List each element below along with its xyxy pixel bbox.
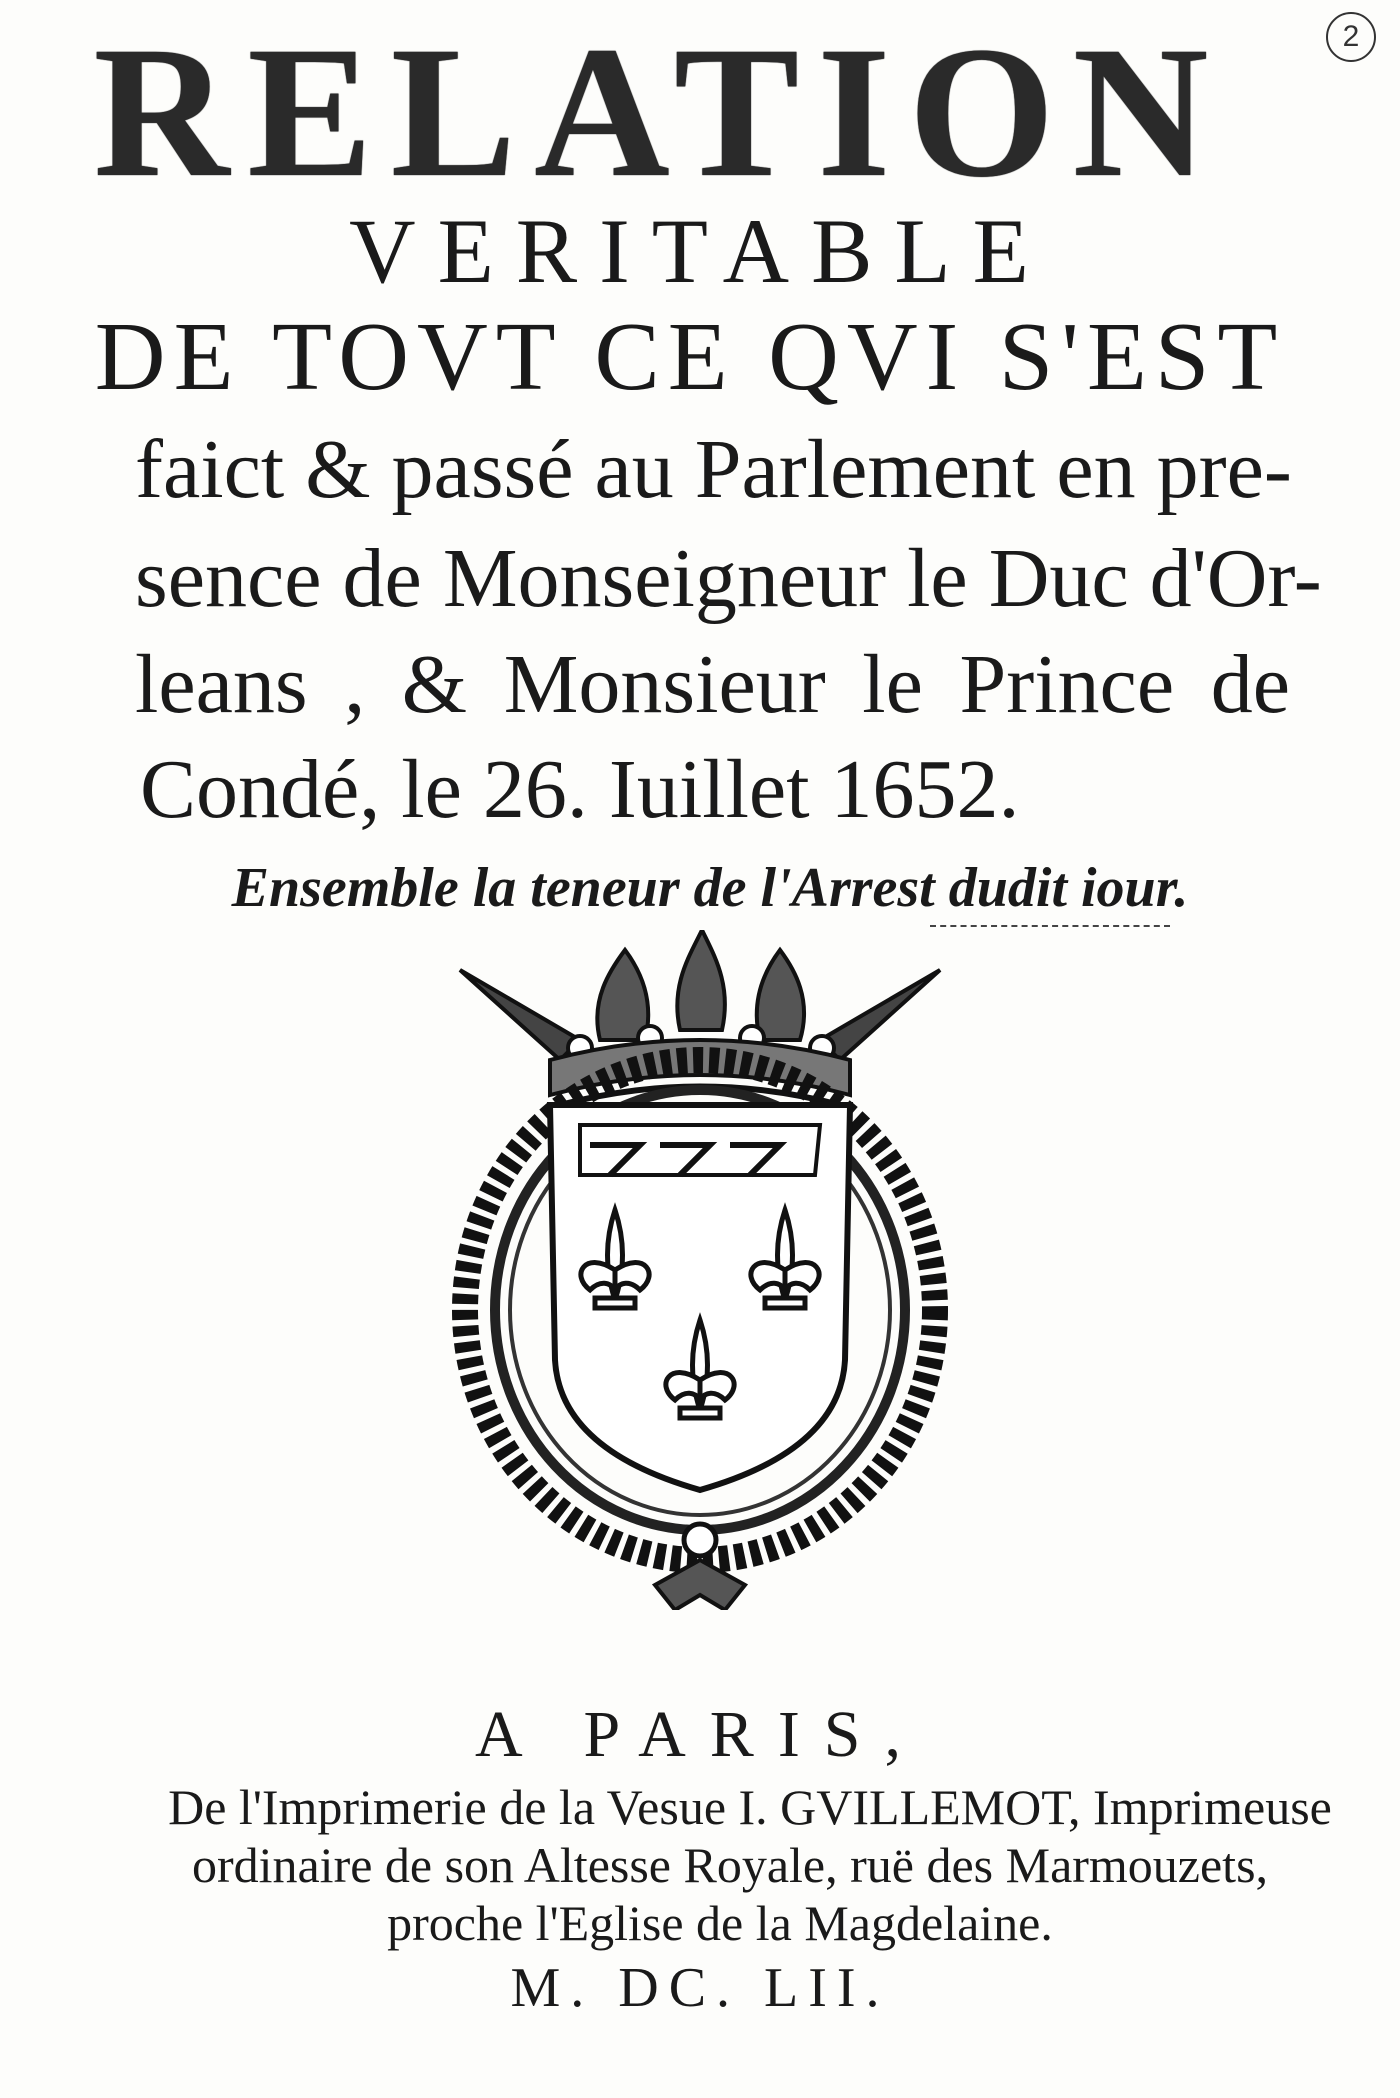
royal-coat-of-arms-icon <box>440 930 960 1610</box>
body-line-1: faict & passé au Parlement en pre- <box>135 423 1292 516</box>
marginal-number-note: 2 <box>1326 12 1376 62</box>
imprint-date: M. DC. LII. <box>510 1957 890 2019</box>
title-line-2: VERITABLE <box>349 200 1051 302</box>
body-line-3: leans , & Monsieur le Prince de <box>135 638 1290 731</box>
subtitle-underline <box>930 925 1170 927</box>
subtitle: Ensemble la teneur de l'Arrest dudit iour. <box>231 857 1189 919</box>
imprint-line-2: ordinaire de son Altesse Royale, ruë des Marmouzets, <box>191 1837 1269 1893</box>
imprint-line-3: proche l'Eglise de la Magdelaine. <box>387 1895 1053 1951</box>
imprint-line-1: De l'Imprimerie de la Vesue I. GVILLEMOT, Imprimeuse <box>168 1779 1332 1835</box>
title-main: RELATION <box>93 7 1227 216</box>
imprint-city: A PARIS, <box>474 1698 926 1771</box>
title-line-3: DE TOVT CE QVI S'EST <box>94 303 1286 411</box>
body-line-2: sence de Monseigneur le Duc d'Or- <box>135 532 1322 625</box>
body-line-4: Condé, le 26. Iuillet 1652. <box>140 743 1020 836</box>
